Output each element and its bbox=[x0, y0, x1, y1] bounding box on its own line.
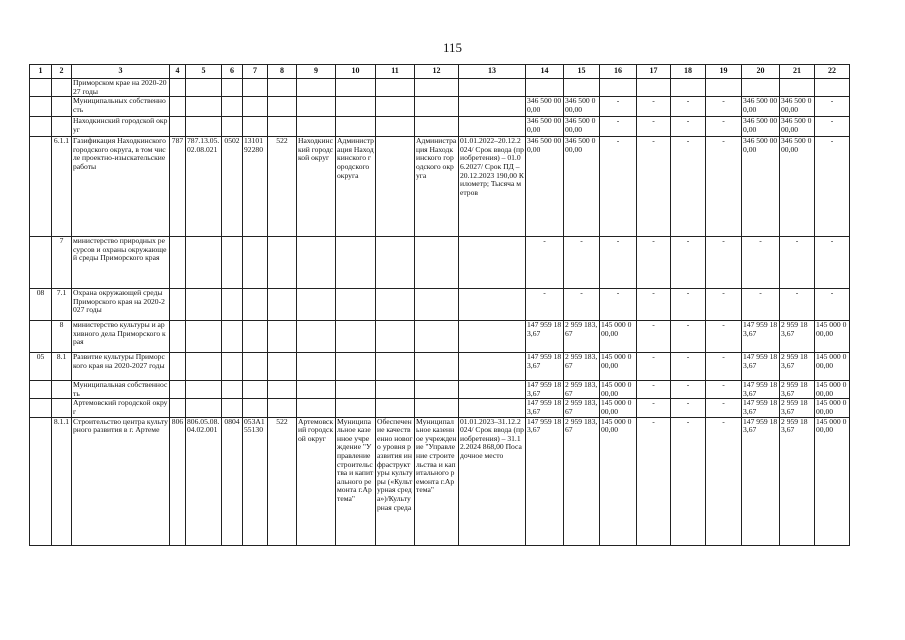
table-cell: 346 500 000,00 bbox=[780, 117, 815, 137]
table-cell: - bbox=[671, 117, 706, 137]
table-cell: - bbox=[637, 321, 671, 353]
table-cell bbox=[222, 79, 243, 97]
table-cell bbox=[297, 381, 336, 399]
table-cell bbox=[268, 381, 297, 399]
table-cell bbox=[222, 237, 243, 289]
table-cell bbox=[30, 137, 52, 237]
table-cell: 147 959 183,67 bbox=[742, 321, 780, 353]
table-cell: 346 500 000,00 bbox=[564, 97, 600, 117]
table-cell bbox=[336, 381, 376, 399]
table-cell: Муниципальное казенное учреждение "Управление строительства и капитального ремонта г.Артема" bbox=[415, 417, 459, 545]
table-cell bbox=[297, 97, 336, 117]
table-cell bbox=[170, 117, 186, 137]
table-cell bbox=[336, 237, 376, 289]
table-cell: - bbox=[815, 97, 850, 117]
column-header-12: 12 bbox=[415, 65, 459, 79]
table-cell: 2 959 183,67 bbox=[564, 353, 600, 381]
table-cell: 2 959 183,67 bbox=[780, 353, 815, 381]
table-cell: - bbox=[637, 117, 671, 137]
column-header-22: 22 bbox=[815, 65, 850, 79]
table-cell bbox=[336, 79, 376, 97]
table-cell bbox=[222, 381, 243, 399]
table-cell: - bbox=[815, 117, 850, 137]
table-cell: Администрация Находкинского городского округа bbox=[415, 137, 459, 237]
table-cell: 145 000 000,00 bbox=[815, 353, 850, 381]
table-cell: 346 500 000,00 bbox=[564, 117, 600, 137]
table-cell: 08 bbox=[30, 289, 52, 321]
table-cell: 7 bbox=[52, 237, 72, 289]
table-cell: - bbox=[600, 137, 637, 237]
table-row bbox=[30, 321, 850, 353]
table-row bbox=[30, 237, 850, 289]
table-cell: - bbox=[671, 137, 706, 237]
table-cell: - bbox=[637, 353, 671, 381]
table-cell: 01.01.2022–20.12.2024/ Срок ввода (приобретения) – 01.06.2027/ Срок ПД – 20.12.2023 190,00 Километр; Тысяча метров bbox=[459, 137, 526, 237]
table-cell bbox=[222, 321, 243, 353]
table-cell: 145 000 000,00 bbox=[600, 417, 637, 545]
table-cell bbox=[186, 117, 222, 137]
table-cell bbox=[170, 79, 186, 97]
table-cell: 8.1 bbox=[52, 353, 72, 381]
table-cell: - bbox=[671, 399, 706, 417]
table-cell bbox=[415, 117, 459, 137]
table-cell: - bbox=[671, 353, 706, 381]
table-cell: - bbox=[706, 321, 742, 353]
column-header-17: 17 bbox=[637, 65, 671, 79]
budget-table bbox=[29, 64, 850, 546]
table-cell bbox=[297, 79, 336, 97]
table-cell: - bbox=[526, 237, 564, 289]
table-cell bbox=[459, 79, 526, 97]
table-cell bbox=[376, 237, 415, 289]
table-cell bbox=[243, 353, 268, 381]
table-cell bbox=[186, 399, 222, 417]
table-cell: 346 500 000,00 bbox=[780, 137, 815, 237]
table-cell: - bbox=[671, 289, 706, 321]
table-cell bbox=[243, 399, 268, 417]
table-cell bbox=[459, 321, 526, 353]
table-cell: Муниципальная собственность bbox=[72, 381, 170, 399]
table-cell: 8.1.1 bbox=[52, 417, 72, 545]
table-cell: Находкинский городской округ bbox=[297, 137, 336, 237]
table-cell bbox=[268, 97, 297, 117]
table-cell: - bbox=[671, 237, 706, 289]
table-cell bbox=[415, 79, 459, 97]
column-header-2: 2 bbox=[52, 65, 72, 79]
table-cell bbox=[243, 289, 268, 321]
table-cell: - bbox=[637, 399, 671, 417]
table-cell bbox=[376, 79, 415, 97]
table-cell bbox=[268, 289, 297, 321]
table-cell: Строительство центра культурного развития в г. Артеме bbox=[72, 417, 170, 545]
table-cell: 01.01.2023–31.12.2024/ Срок ввода (приобретения) – 31.12.2024 868,00 Посадочное место bbox=[459, 417, 526, 545]
column-header-7: 7 bbox=[243, 65, 268, 79]
table-cell: - bbox=[600, 97, 637, 117]
table-cell: - bbox=[637, 417, 671, 545]
table-cell bbox=[268, 237, 297, 289]
table-cell: министерство культуры и архивного дела Приморского края bbox=[72, 321, 170, 353]
column-header-19: 19 bbox=[706, 65, 742, 79]
table-row bbox=[30, 137, 850, 237]
table-cell: 346 500 000,00 bbox=[526, 117, 564, 137]
table-cell bbox=[526, 79, 564, 97]
table-cell: 145 000 000,00 bbox=[815, 321, 850, 353]
table-cell bbox=[222, 117, 243, 137]
table-cell bbox=[30, 381, 52, 399]
table-cell: - bbox=[706, 289, 742, 321]
table-cell bbox=[243, 381, 268, 399]
table-cell: - bbox=[742, 237, 780, 289]
column-header-21: 21 bbox=[780, 65, 815, 79]
table-cell bbox=[415, 353, 459, 381]
table-cell: 787 bbox=[170, 137, 186, 237]
table-cell: Газификация Находкинского городского округа, в том числе проектно-изыскательские работы bbox=[72, 137, 170, 237]
table-cell: Обеспечение качественно нового уровня развития инфраструктуры культуры («Культурная среда»)/Культурная среда bbox=[376, 417, 415, 545]
table-cell: - bbox=[742, 289, 780, 321]
table-cell: - bbox=[706, 237, 742, 289]
table-cell bbox=[459, 381, 526, 399]
column-header-15: 15 bbox=[564, 65, 600, 79]
table-cell bbox=[742, 79, 780, 97]
table-cell bbox=[268, 117, 297, 137]
column-header-4: 4 bbox=[170, 65, 186, 79]
table-cell bbox=[186, 79, 222, 97]
table-cell: Приморском крае на 2020-2027 годы bbox=[72, 79, 170, 97]
table-cell: 05 bbox=[30, 353, 52, 381]
column-header-8: 8 bbox=[268, 65, 297, 79]
table-cell bbox=[30, 321, 52, 353]
table-cell bbox=[30, 417, 52, 545]
table-cell: 145 000 000,00 bbox=[815, 381, 850, 399]
table-cell bbox=[415, 381, 459, 399]
table-cell bbox=[222, 289, 243, 321]
table-cell bbox=[268, 79, 297, 97]
table-cell: 346 500 000,00 bbox=[526, 137, 564, 237]
table-cell: Администрация Находкинского городского округа bbox=[336, 137, 376, 237]
table-cell bbox=[459, 117, 526, 137]
table-cell bbox=[243, 237, 268, 289]
column-header-9: 9 bbox=[297, 65, 336, 79]
table-cell: Артемовский городской округ bbox=[297, 417, 336, 545]
column-header-18: 18 bbox=[671, 65, 706, 79]
table-cell: 7.1 bbox=[52, 289, 72, 321]
table-cell: 147 959 183,67 bbox=[742, 399, 780, 417]
table-cell bbox=[459, 289, 526, 321]
table-cell: - bbox=[706, 353, 742, 381]
table-cell: 1310192280 bbox=[243, 137, 268, 237]
table-cell: 145 000 000,00 bbox=[600, 353, 637, 381]
table-cell bbox=[170, 97, 186, 117]
table-cell: 2 959 183,67 bbox=[780, 321, 815, 353]
table-row bbox=[30, 79, 850, 97]
table-cell bbox=[336, 97, 376, 117]
table-cell: 145 000 000,00 bbox=[815, 417, 850, 545]
header-row bbox=[30, 65, 850, 79]
table-cell: Муниципальных собственность bbox=[72, 97, 170, 117]
table-cell: - bbox=[637, 289, 671, 321]
table-cell bbox=[637, 79, 671, 97]
table-cell: 147 959 183,67 bbox=[526, 353, 564, 381]
table-cell: - bbox=[780, 237, 815, 289]
table-cell bbox=[376, 117, 415, 137]
table-cell bbox=[600, 79, 637, 97]
table-cell: 2 959 183,67 bbox=[564, 381, 600, 399]
column-header-10: 10 bbox=[336, 65, 376, 79]
table-cell bbox=[459, 399, 526, 417]
table-row bbox=[30, 381, 850, 399]
table-cell bbox=[297, 289, 336, 321]
table-row bbox=[30, 353, 850, 381]
column-header-20: 20 bbox=[742, 65, 780, 79]
table-cell: 147 959 183,67 bbox=[526, 321, 564, 353]
table-cell bbox=[706, 79, 742, 97]
table-cell: Находкинский городской округ bbox=[72, 117, 170, 137]
table-cell bbox=[815, 79, 850, 97]
table-cell: - bbox=[706, 97, 742, 117]
table-cell: - bbox=[706, 117, 742, 137]
column-header-1: 1 bbox=[30, 65, 52, 79]
table-cell: 147 959 183,67 bbox=[742, 381, 780, 399]
table-cell: 2 959 183,67 bbox=[780, 381, 815, 399]
table-cell: 522 bbox=[268, 137, 297, 237]
table-cell: 053A155130 bbox=[243, 417, 268, 545]
table-cell: - bbox=[637, 237, 671, 289]
column-header-5: 5 bbox=[186, 65, 222, 79]
table-cell: 787.13.05.02.08.021 bbox=[186, 137, 222, 237]
table-cell bbox=[243, 97, 268, 117]
table-cell bbox=[186, 321, 222, 353]
table-cell bbox=[52, 381, 72, 399]
table-cell: - bbox=[706, 381, 742, 399]
table-cell bbox=[415, 289, 459, 321]
table-cell bbox=[415, 399, 459, 417]
table-cell: - bbox=[671, 321, 706, 353]
table-cell bbox=[243, 79, 268, 97]
table-cell bbox=[415, 97, 459, 117]
table-cell: 2 959 183,67 bbox=[564, 399, 600, 417]
table-cell: - bbox=[526, 289, 564, 321]
table-cell bbox=[564, 79, 600, 97]
table-cell: - bbox=[671, 97, 706, 117]
table-cell: - bbox=[815, 289, 850, 321]
table-cell: Развитие культуры Приморского края на 2020-2027 годы bbox=[72, 353, 170, 381]
table-cell: - bbox=[637, 97, 671, 117]
table-cell bbox=[186, 381, 222, 399]
table-row bbox=[30, 289, 850, 321]
table-cell: 147 959 183,67 bbox=[526, 417, 564, 545]
table-cell bbox=[170, 289, 186, 321]
table-cell: Муниципальное казенное учреждение "Управление строительства и капитального ремонта г.Артема" bbox=[336, 417, 376, 545]
table-cell: 8 bbox=[52, 321, 72, 353]
table-cell bbox=[780, 79, 815, 97]
table-cell bbox=[222, 399, 243, 417]
table-cell: 147 959 183,67 bbox=[742, 353, 780, 381]
table-cell bbox=[336, 399, 376, 417]
table-row bbox=[30, 117, 850, 137]
table-cell: 346 500 000,00 bbox=[742, 137, 780, 237]
table-cell: - bbox=[815, 137, 850, 237]
table-cell: 147 959 183,67 bbox=[742, 417, 780, 545]
table-cell: 522 bbox=[268, 417, 297, 545]
column-header-14: 14 bbox=[526, 65, 564, 79]
table-cell bbox=[186, 97, 222, 117]
table-cell bbox=[459, 353, 526, 381]
table-cell: 346 500 000,00 bbox=[526, 97, 564, 117]
table-cell: 346 500 000,00 bbox=[742, 97, 780, 117]
table-cell: 806.05.08.04.02.001 bbox=[186, 417, 222, 545]
table-cell bbox=[415, 237, 459, 289]
table-cell bbox=[297, 117, 336, 137]
table-cell: 2 959 183,67 bbox=[780, 417, 815, 545]
table-cell: министерство природных ресурсов и охраны окружающей среды Приморского края bbox=[72, 237, 170, 289]
table-cell bbox=[268, 399, 297, 417]
table-cell: 145 000 000,00 bbox=[600, 321, 637, 353]
table-cell bbox=[170, 399, 186, 417]
table-cell: 346 500 000,00 bbox=[780, 97, 815, 117]
table-cell: 147 959 183,67 bbox=[526, 381, 564, 399]
table-cell: - bbox=[600, 237, 637, 289]
table-cell: 147 959 183,67 bbox=[526, 399, 564, 417]
table-cell bbox=[336, 117, 376, 137]
table-cell bbox=[376, 399, 415, 417]
table-row bbox=[30, 417, 850, 545]
table-cell: 2 959 183,67 bbox=[564, 321, 600, 353]
table-cell bbox=[222, 353, 243, 381]
table-cell: - bbox=[600, 117, 637, 137]
table-cell: - bbox=[815, 237, 850, 289]
table-cell bbox=[30, 117, 52, 137]
table-cell bbox=[297, 399, 336, 417]
table-cell: 145 000 000,00 bbox=[600, 381, 637, 399]
table-cell: Артемовский городской округ bbox=[72, 399, 170, 417]
table-cell bbox=[52, 399, 72, 417]
table-cell bbox=[268, 353, 297, 381]
table-cell: - bbox=[671, 417, 706, 545]
column-header-3: 3 bbox=[72, 65, 170, 79]
table-cell bbox=[336, 321, 376, 353]
table-cell: 145 000 000,00 bbox=[815, 399, 850, 417]
table-cell bbox=[459, 237, 526, 289]
table-cell: - bbox=[780, 289, 815, 321]
table-cell bbox=[376, 321, 415, 353]
table-cell bbox=[186, 289, 222, 321]
table-cell: Охрана окружающей среды Приморского края на 2020-2027 годы bbox=[72, 289, 170, 321]
table-cell bbox=[336, 353, 376, 381]
table-cell bbox=[52, 117, 72, 137]
table-cell bbox=[186, 237, 222, 289]
table-cell bbox=[52, 79, 72, 97]
table-cell bbox=[336, 289, 376, 321]
table-cell bbox=[376, 97, 415, 117]
table-cell: - bbox=[564, 237, 600, 289]
table-cell bbox=[170, 321, 186, 353]
table-cell: 2 959 183,67 bbox=[780, 399, 815, 417]
table-cell bbox=[297, 321, 336, 353]
table-row bbox=[30, 399, 850, 417]
table-cell: 6.1.1 bbox=[52, 137, 72, 237]
table-cell: - bbox=[637, 381, 671, 399]
table-cell: - bbox=[671, 381, 706, 399]
table-cell bbox=[170, 353, 186, 381]
table-cell: 2 959 183,67 bbox=[564, 417, 600, 545]
table-cell bbox=[52, 97, 72, 117]
column-header-16: 16 bbox=[600, 65, 637, 79]
table-cell bbox=[376, 137, 415, 237]
table-cell: 0502 bbox=[222, 137, 243, 237]
table-cell bbox=[186, 353, 222, 381]
table-cell bbox=[268, 321, 297, 353]
table-cell: 346 500 000,00 bbox=[564, 137, 600, 237]
table-cell bbox=[297, 353, 336, 381]
table-cell: - bbox=[637, 137, 671, 237]
column-header-13: 13 bbox=[459, 65, 526, 79]
table-cell bbox=[459, 97, 526, 117]
table-cell bbox=[30, 237, 52, 289]
table-cell bbox=[222, 97, 243, 117]
table-cell bbox=[376, 381, 415, 399]
table-cell: 0804 bbox=[222, 417, 243, 545]
column-header-6: 6 bbox=[222, 65, 243, 79]
column-header-11: 11 bbox=[376, 65, 415, 79]
table-cell: 346 500 000,00 bbox=[742, 117, 780, 137]
table-cell bbox=[30, 97, 52, 117]
table-cell: 145 000 000,00 bbox=[600, 399, 637, 417]
table-cell bbox=[671, 79, 706, 97]
table-row bbox=[30, 97, 850, 117]
table-cell bbox=[297, 237, 336, 289]
table-cell: - bbox=[706, 399, 742, 417]
table-cell bbox=[30, 79, 52, 97]
table-cell bbox=[243, 321, 268, 353]
table-cell bbox=[170, 237, 186, 289]
table-cell bbox=[30, 399, 52, 417]
table-cell: - bbox=[706, 137, 742, 237]
table-cell bbox=[243, 117, 268, 137]
table-cell bbox=[415, 321, 459, 353]
table-cell: - bbox=[706, 417, 742, 545]
table-cell: - bbox=[600, 289, 637, 321]
table-cell bbox=[376, 353, 415, 381]
table-cell bbox=[170, 381, 186, 399]
page-number: 115 bbox=[442, 40, 463, 55]
table-cell: 806 bbox=[170, 417, 186, 545]
table-cell: - bbox=[564, 289, 600, 321]
table-cell bbox=[376, 289, 415, 321]
